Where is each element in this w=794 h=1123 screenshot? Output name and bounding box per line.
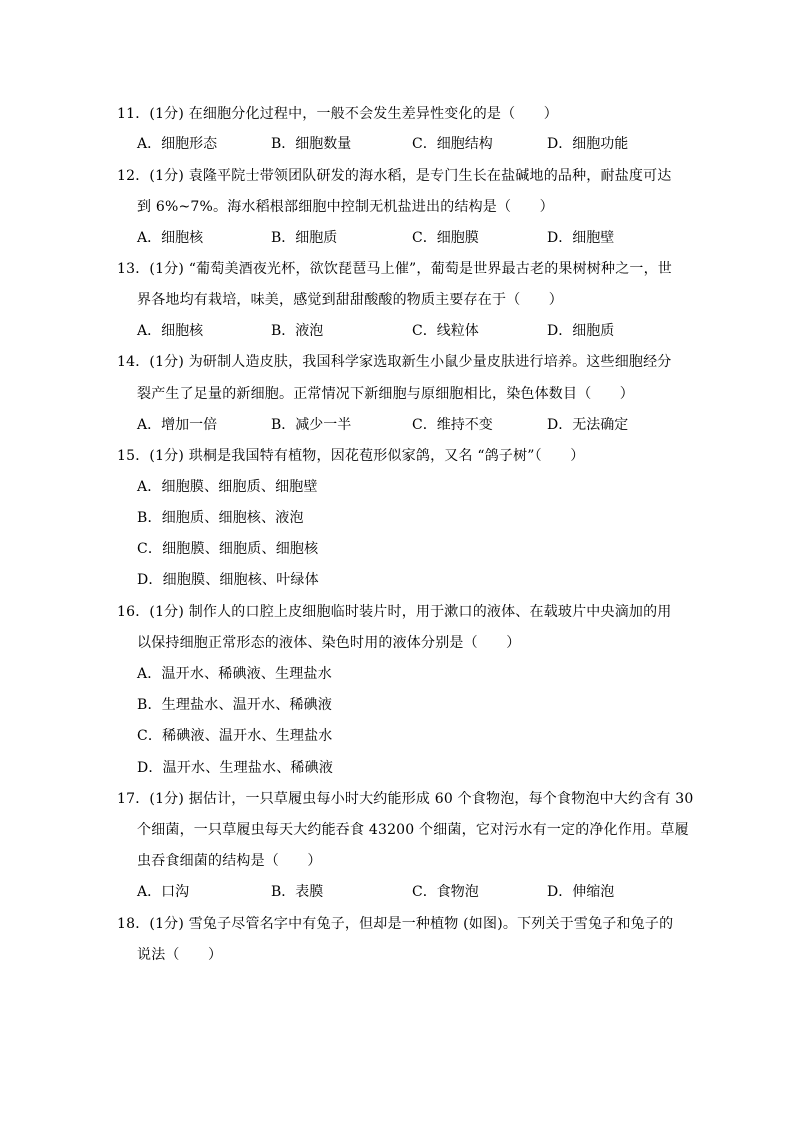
question-17-stem: 17．(1分) 据估计，一只草履虫每小时大约能形成 60 个食物泡，每个食物泡中大约含有 30 [117, 791, 694, 807]
q13-option-b: B．液泡 [271, 323, 324, 339]
question-18-stem-cont: 说法（ ） [137, 947, 223, 963]
q15-option-b: B．细胞质、细胞核、液泡 [137, 510, 304, 526]
question-17-stem-cont-1: 个细菌，一只草履虫每天大约能吞食 43200 个细菌，它对污水有一定的净化作用。草履 [137, 822, 689, 838]
question-12-stem-cont: 到 6%~7%。海水稻根部细胞中控制无机盐进出的结构是（ ） [137, 199, 554, 215]
q11-option-d: D．细胞功能 [547, 136, 629, 152]
q17-option-a: A．口沟 [137, 884, 190, 900]
q14-option-d: D．无法确定 [547, 417, 629, 433]
q16-option-b: B．生理盐水、温开水、稀碘液 [137, 697, 333, 713]
q16-option-c: C．稀碘液、温开水、生理盐水 [137, 728, 333, 744]
q15-option-c: C．细胞膜、细胞质、细胞核 [137, 541, 319, 557]
q12-option-b: B．细胞质 [271, 230, 338, 246]
q11-option-b: B．细胞数量 [271, 136, 352, 152]
question-16-stem: 16．(1分) 制作人的口腔上皮细胞临时装片时，用于漱口的液体、在载玻片中央滴加的用 [117, 604, 672, 620]
q16-option-d: D．温开水、生理盐水、稀碘液 [137, 760, 334, 776]
q15-option-d: D．细胞膜、细胞核、叶绿体 [137, 572, 319, 588]
q11-option-c: C．细胞结构 [412, 136, 493, 152]
q17-option-b: B．表膜 [271, 884, 324, 900]
q11-option-a: A．细胞形态 [137, 136, 218, 152]
q14-option-a: A．增加一倍 [137, 417, 218, 433]
question-14-stem: 14．(1分) 为研制人造皮肤，我国科学家选取新生小鼠少量皮肤进行培养。这些细胞经分 [117, 354, 672, 370]
question-12-stem: 12．(1分) 袁隆平院士带领团队研发的海水稻，是专门生长在盐碱地的品种，耐盐度可达 [117, 168, 672, 184]
q13-option-c: C．线粒体 [412, 323, 479, 339]
q16-option-a: A．温开水、稀碘液、生理盐水 [137, 666, 332, 682]
q12-option-c: C．细胞膜 [412, 230, 479, 246]
question-13-stem-cont: 界各地均有栽培，味美，感觉到甜甜酸酸的物质主要存在于（ ） [137, 292, 563, 308]
question-13-stem: 13．(1分) “葡萄美酒夜光杯，欲饮琵琶马上催”，葡萄是世界最古老的果树树种之一，世 [117, 261, 673, 277]
q17-option-d: D．伸缩泡 [547, 884, 615, 900]
question-14-stem-cont: 裂产生了足量的新细胞。正常情况下新细胞与原细胞相比，染色体数目（ ） [137, 386, 634, 402]
question-17-stem-cont-2: 虫吞食细菌的结构是（ ） [137, 853, 322, 869]
q17-option-c: C．食物泡 [412, 884, 479, 900]
q15-option-a: A．细胞膜、细胞质、细胞壁 [137, 479, 318, 495]
question-16-stem-cont: 以保持细胞正常形态的液体、染色时用的液体分别是（ ） [137, 635, 521, 651]
question-18-stem: 18．(1分) 雪兔子尽管名字中有兔子，但却是一种植物 (如图)。下列关于雪兔子和兔子的 [117, 916, 674, 932]
q13-option-d: D．细胞质 [547, 323, 615, 339]
q12-option-a: A．细胞核 [137, 230, 204, 246]
q13-option-a: A．细胞核 [137, 323, 204, 339]
question-15-stem: 15．(1分) 珙桐是我国特有植物，因花苞形似家鸽，又名 “鸽子树”（ ） [117, 448, 585, 464]
question-11-stem: 11．(1分) 在细胞分化过程中，一般不会发生差异性变化的是（ ） [117, 106, 558, 122]
q14-option-c: C．维持不变 [412, 417, 493, 433]
q14-option-b: B．减少一半 [271, 417, 352, 433]
q12-option-d: D．细胞壁 [547, 230, 615, 246]
